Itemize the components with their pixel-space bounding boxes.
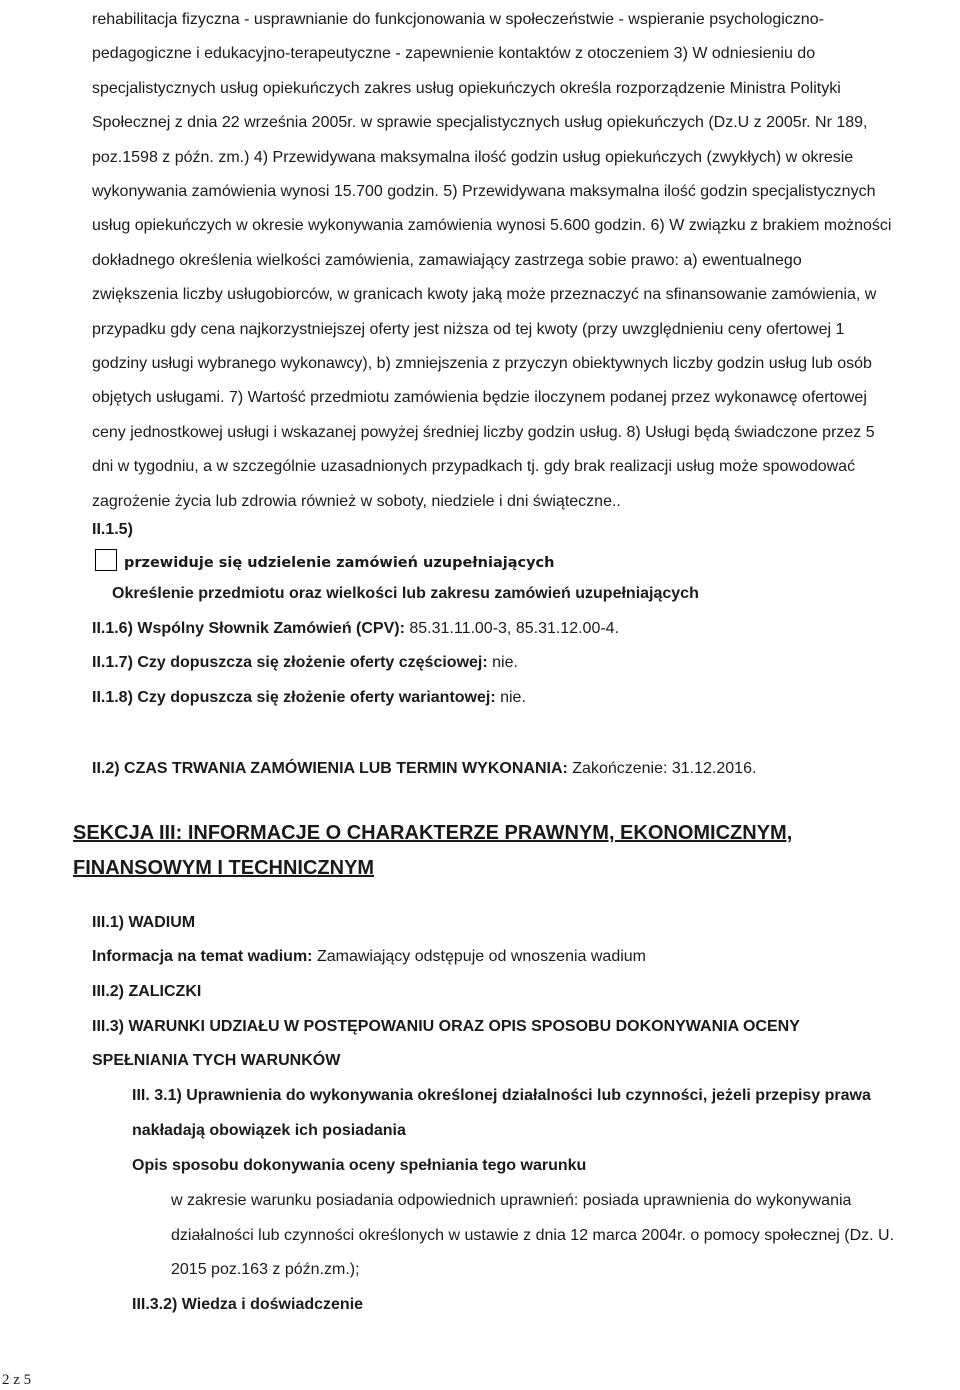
assessment-heading: Opis sposobu dokonywania oceny spełniania tego warunku <box>132 1157 587 1174</box>
paragraph-line: wykonywania zamówienia wynosi 15.700 godzin. 5) Przewidywana maksymalna ilość godzin specjalistycznych <box>92 183 876 201</box>
page-number: 2 z 5 <box>2 1372 32 1388</box>
assessment-line: 2015 poz.163 z późn.zm.); <box>171 1261 360 1278</box>
paragraph-line: rehabilitacja fizyczna - usprawnianie do funkcjonowania w społeczeństwie - wspieranie psychologiczno- <box>92 11 824 28</box>
deposit-info-row <box>92 947 646 967</box>
cpv-row <box>92 619 619 639</box>
paragraph-line: zwiększenia liczby usługobiorców, w granicach kwoty jaką może przeznaczyć na sfinansowanie zamówienia, w <box>92 286 877 304</box>
partial-offer-row <box>92 653 518 673</box>
paragraph-line: Społecznej z dnia 22 września 2005r. w sprawie specjalistycznych usług opiekuńczych (Dz.U z 2005r. Nr 189, <box>92 114 868 132</box>
cpv-label: II.1.6) Wspólny Słownik Zamówień (CPV): <box>92 620 405 637</box>
paragraph-line: godziny usługi wybranego wykonawcy), b) zmniejszenia z przyczyn obiektywnych liczby godzin usług lub osób <box>92 355 872 373</box>
paragraph-line: dni w tygodniu, a w szczególnie uzasadnionych przypadkach tj. gdy brak realizacji usług może spowodować <box>92 458 856 476</box>
conditions-heading-line1: III.3) WARUNKI UDZIAŁU W POSTĘPOWANIU ORAZ OPIS SPOSOBU DOKONYWANIA OCENY <box>92 1018 800 1035</box>
cpv-value: 85.31.11.00-3, 85.31.12.00-4. <box>404 620 620 637</box>
paragraph-line: przypadku gdy cena najkorzystniejszej oferty jest niższa od tej kwoty (przy uwzględnieniu ceny ofertowej 1 <box>92 320 845 338</box>
section-label-ii-1-5: II.1.5) <box>92 521 133 538</box>
duration-label: II.2) CZAS TRWANIA ZAMÓWIENIA LUB TERMIN WYKONANIA: <box>92 760 568 777</box>
paragraph-line: objętych usługami. 7) Wartość przedmiotu zamówienia będzie iloczynem podanej przez wykonawcę ofertowej <box>92 389 867 407</box>
paragraph-line: poz.1598 z późn. zm.) 4) Przewidywana maksymalna ilość godzin usług opiekuńczych (zwykłych) w okresie <box>92 148 854 166</box>
duration-row <box>92 759 756 779</box>
paragraph-line: pedagogiczne i edukacyjno-terapeutyczne - zapewnienie kontaktów z otoczeniem 3) W odniesieniu do <box>92 45 816 63</box>
permissions-heading-line2: nakładają obowiązek ich posiadania <box>132 1122 406 1139</box>
deposit-heading: III.1) WADIUM <box>92 914 196 931</box>
advance-heading: III.2) ZALICZKI <box>92 983 202 1000</box>
variant-offer-label: II.1.8) Czy dopuszcza się złożenie oferty wariantowej: <box>92 689 496 706</box>
permissions-heading-line1: III. 3.1) Uprawnienia do wykonywania określonej działalności lub czynności, jeżeli przepisy prawa <box>132 1087 871 1104</box>
section-3-title-line2: FINANSOWYM I TECHNICZNYM <box>73 857 375 879</box>
conditions-heading-line2: SPEŁNIANIA TYCH WARUNKÓW <box>92 1052 341 1069</box>
paragraph-line: usług opiekuńczych w okresie wykonywania zamówienia wynosi 5.600 godzin. 6) W związku z brakiem możności <box>92 217 892 235</box>
paragraph-line: dokładnego określenia wielkości zamówienia, zamawiający zastrzega sobie prawo: a) ewentualnego <box>92 251 802 269</box>
paragraph-line: ceny jednostkowej usługi i wskazanej powyżej średniej liczby godzin usług. 8) Usługi będą świadczone przez 5 <box>92 423 875 441</box>
supplementary-subheading: Określenie przedmiotu oraz wielkości lub zakresu zamówień uzupełniających <box>112 585 699 602</box>
experience-heading: III.3.2) Wiedza i doświadczenie <box>132 1296 364 1313</box>
supplementary-orders-checkbox[interactable] <box>95 549 117 571</box>
deposit-info-value: Zamawiający odstępuje od wnoszenia wadium <box>312 948 647 965</box>
duration-value: Zakończenie: 31.12.2016. <box>567 760 757 777</box>
section-3-title-line1: SEKCJA III: INFORMACJE O CHARAKTERZE PRAWNYM, EKONOMICZNYM, <box>73 822 793 844</box>
variant-offer-row <box>92 688 526 708</box>
continuation-paragraph <box>92 3 954 519</box>
paragraph-line: specjalistycznych usług opiekuńczych zakres usług opiekuńczych określa rozporządzenie Ministra Polityki <box>92 79 841 97</box>
checkbox-label: przewiduje się udzielenie zamówień uzupełniających <box>124 555 555 571</box>
paragraph-line: zagrożenie życia lub zdrowia również w soboty, niedziele i dni świąteczne.. <box>92 492 621 510</box>
assessment-line: w zakresie warunku posiadania odpowiednich uprawnień: posiada uprawnienia do wykonywania <box>171 1192 852 1209</box>
partial-offer-value: nie. <box>487 654 518 671</box>
deposit-info-label: Informacja na temat wadium: <box>92 948 313 965</box>
assessment-line: działalności lub czynności określonych w ustawie z dnia 12 marca 2004r. o pomocy społecznej (Dz. U. <box>171 1227 895 1244</box>
partial-offer-label: II.1.7) Czy dopuszcza się złożenie oferty częściowej: <box>92 654 488 671</box>
variant-offer-value: nie. <box>495 689 526 706</box>
